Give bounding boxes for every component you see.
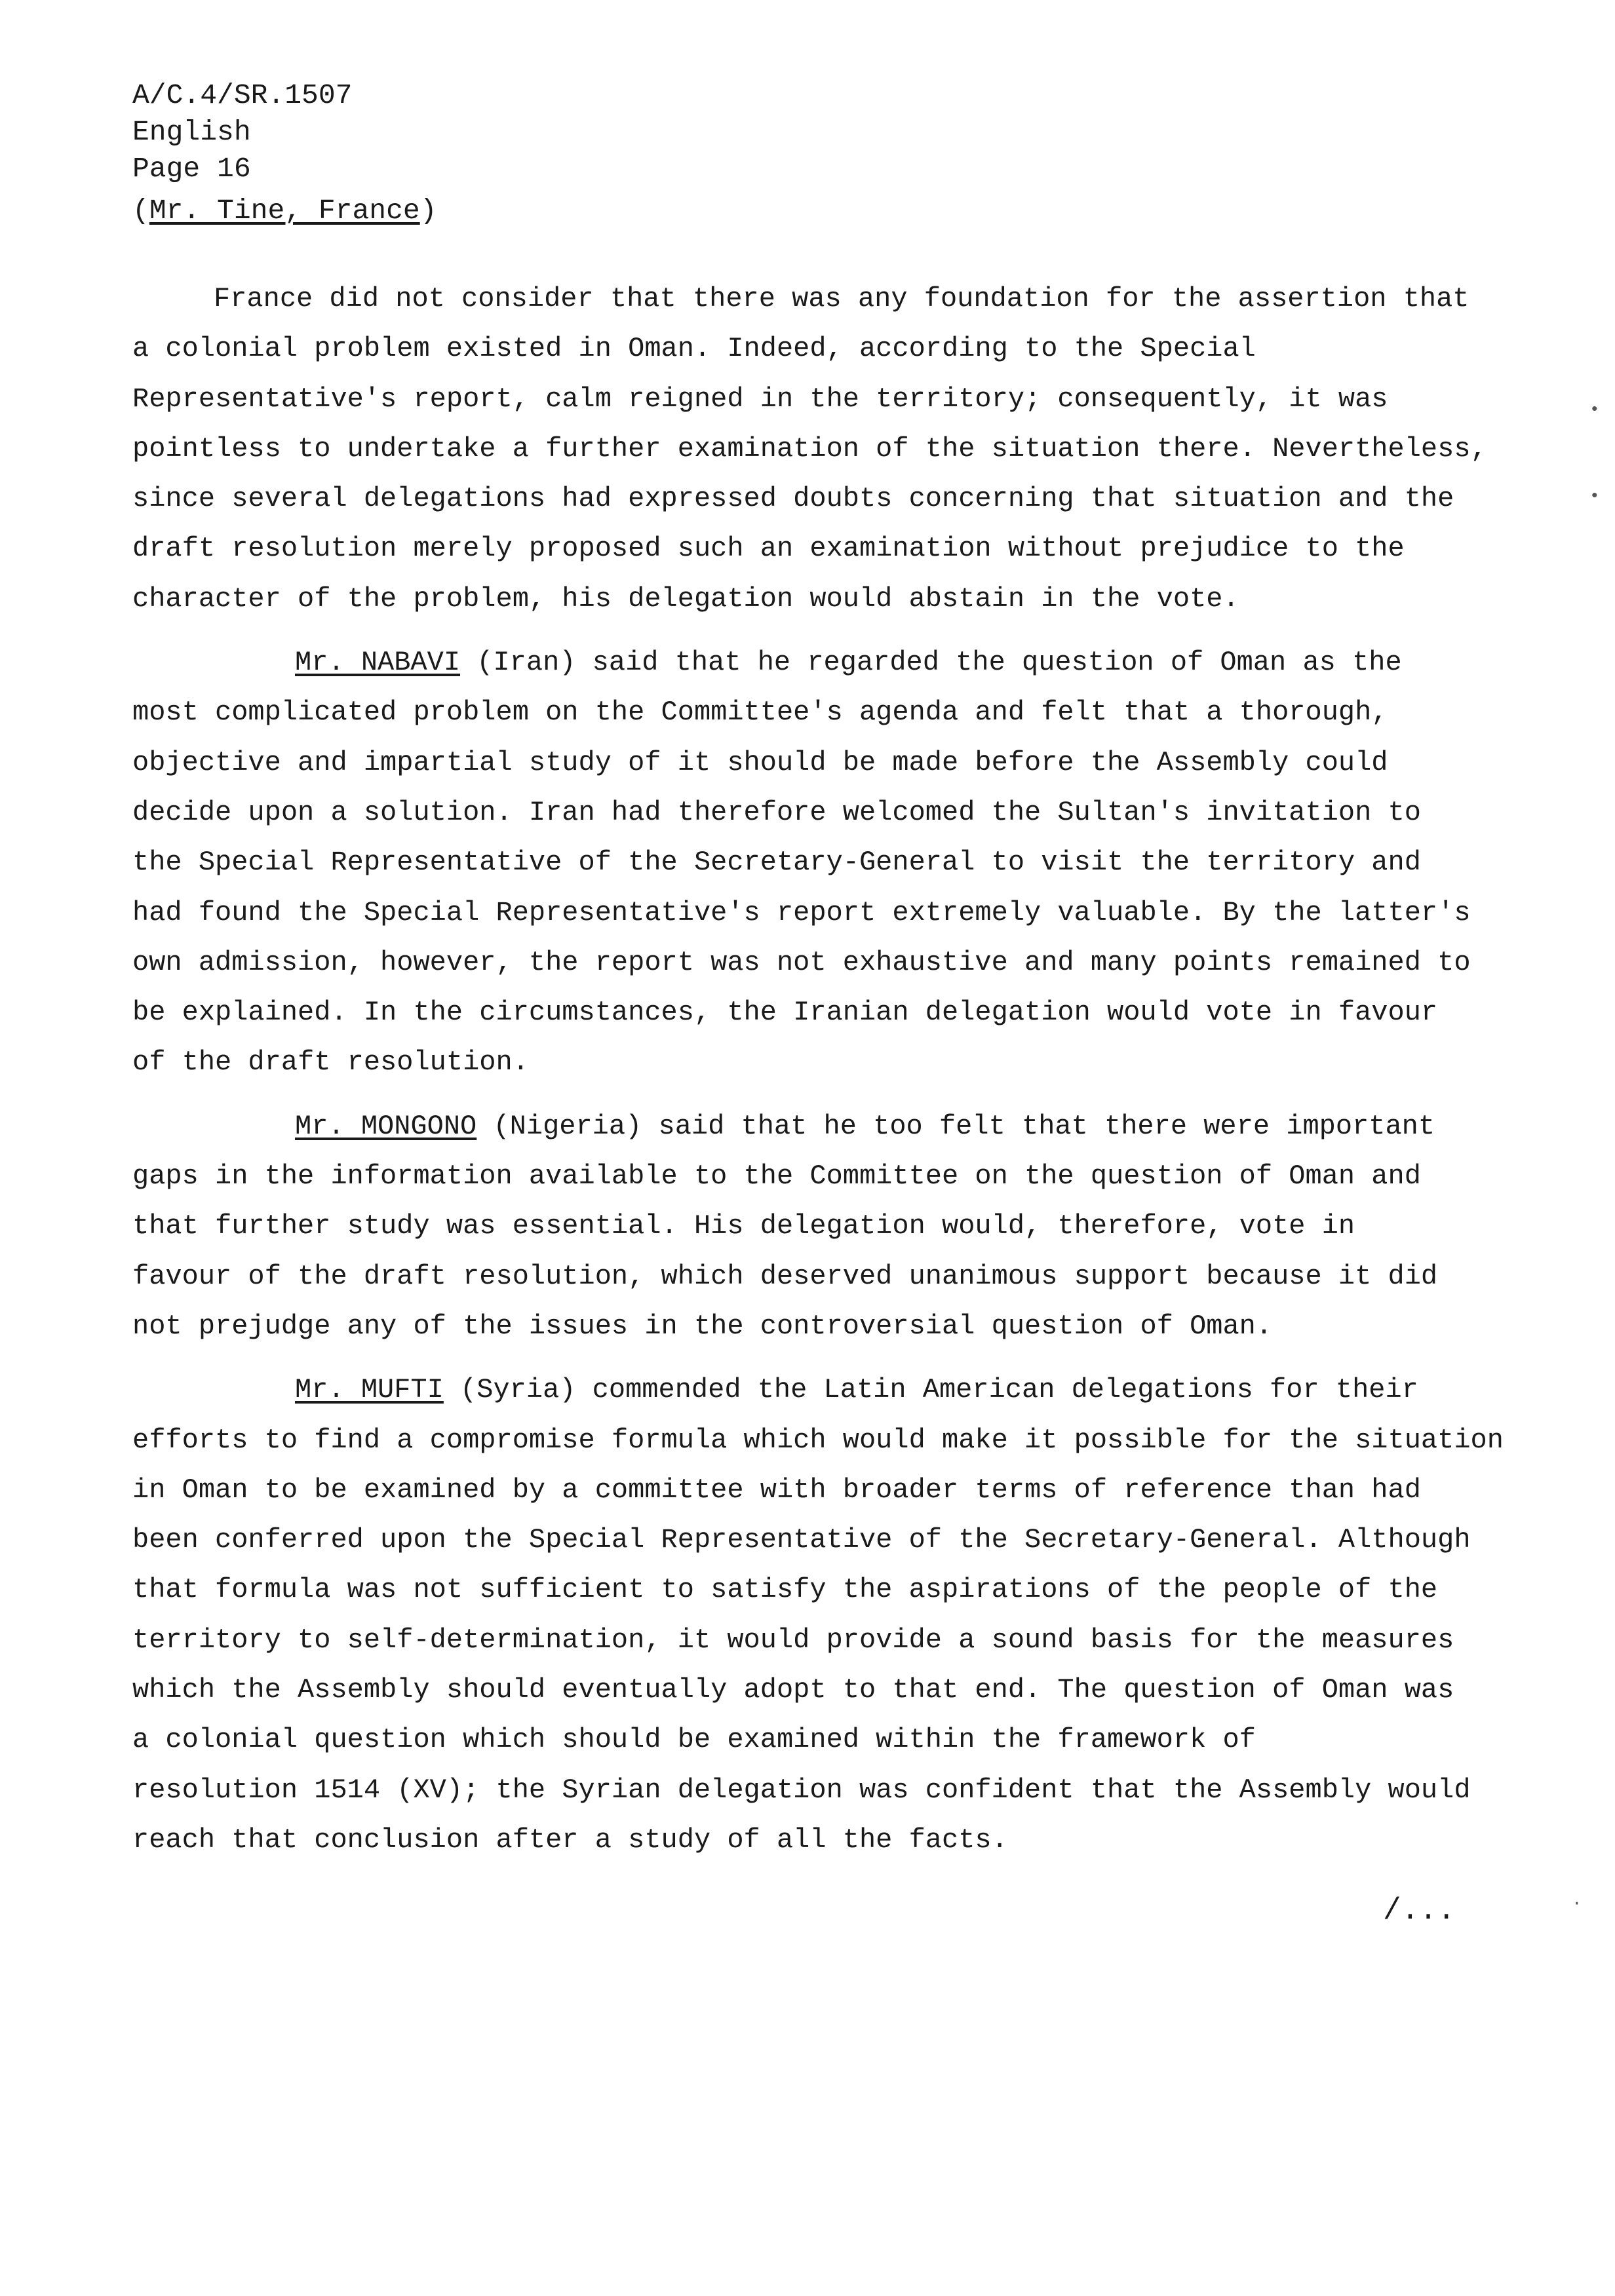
speaker-name: Mr. MONGONO <box>295 1110 477 1142</box>
scan-speck: • <box>1589 400 1600 419</box>
current-speaker: Mr. Tine, France <box>149 195 420 227</box>
paragraph-text: (Nigeria) said that he too felt that there were important gaps in the information available to the Committee on the question of Oman and that further study was essential. His delegation would, therefore, vote in favour of the draft resolution, which deserved unanimous support because it did not prejudge any of the issues in the controversial question of Oman. <box>132 1110 1438 1342</box>
paragraph-mufti <box>132 1365 1535 1865</box>
scan-speck: • <box>1589 486 1600 506</box>
document-symbol: A/C.4/SR.1507 <box>132 79 353 111</box>
paragraph-mongono <box>132 1101 1535 1351</box>
paragraph-nabavi <box>132 638 1535 1088</box>
continuation-marker: /... <box>1383 1894 1456 1928</box>
paren-close: ) <box>419 195 437 227</box>
document-language: English <box>132 116 251 148</box>
speaker-name: Mr. MUFTI <box>295 1374 444 1406</box>
paragraph-text: (Syria) commended the Latin American delegations for their efforts to find a compromise formula which would make it possible for the situation in Oman to be examined by a committee with broader terms of reference than had been conferred upon the Special Representative of the Secretary-General. Although that formula was not sufficient to satisfy the aspirations of the people of the territory to self-determination, it would provide a sound basis for the measures which the Assembly should eventually adopt to that end. The question of Oman was a colonial question which should be examined within the framework of resolution 1514 (XV); the Syrian delegation was confident that the Assembly would reach that conclusion after a study of all the facts. <box>132 1374 1504 1856</box>
document-header <box>132 77 352 187</box>
paragraph-france <box>132 274 1535 624</box>
document-body <box>132 274 1535 1879</box>
paragraph-text: (Iran) said that he regarded the question of Oman as the most complicated problem on the Committee's agenda and felt that a thorough, objective and impartial study of it should be made before the Assembly could decide upon a solution. Iran had therefore welcomed the Sultan's invitation to the Special Representative of the Secretary-General to visit the territory and had found the Special Representative's report extremely valuable. By the latter's own admission, however, the report was not exhaustive and many points remained to be explained. In the circumstances, the Iranian delegation would vote in favour of the draft resolution. <box>132 647 1471 1079</box>
paren-open: ( <box>132 195 149 227</box>
page-number: Page 16 <box>132 153 251 185</box>
current-speaker-line <box>132 193 437 229</box>
paragraph-text: France did not consider that there was any foundation for the assertion that a colonial problem existed in Oman. Indeed, according to the Special Representative's report, calm reigned in the territory; consequently, it was pointless to undertake a further examination of the situation there. Nevertheless, since several delegations had expressed doubts concerning that situation and the draft resolution merely proposed such an examination without prejudice to the character of the problem, his delegation would abstain in the vote. <box>132 283 1487 615</box>
scan-speck: · <box>1572 1894 1582 1913</box>
speaker-name: Mr. NABAVI <box>295 647 461 679</box>
